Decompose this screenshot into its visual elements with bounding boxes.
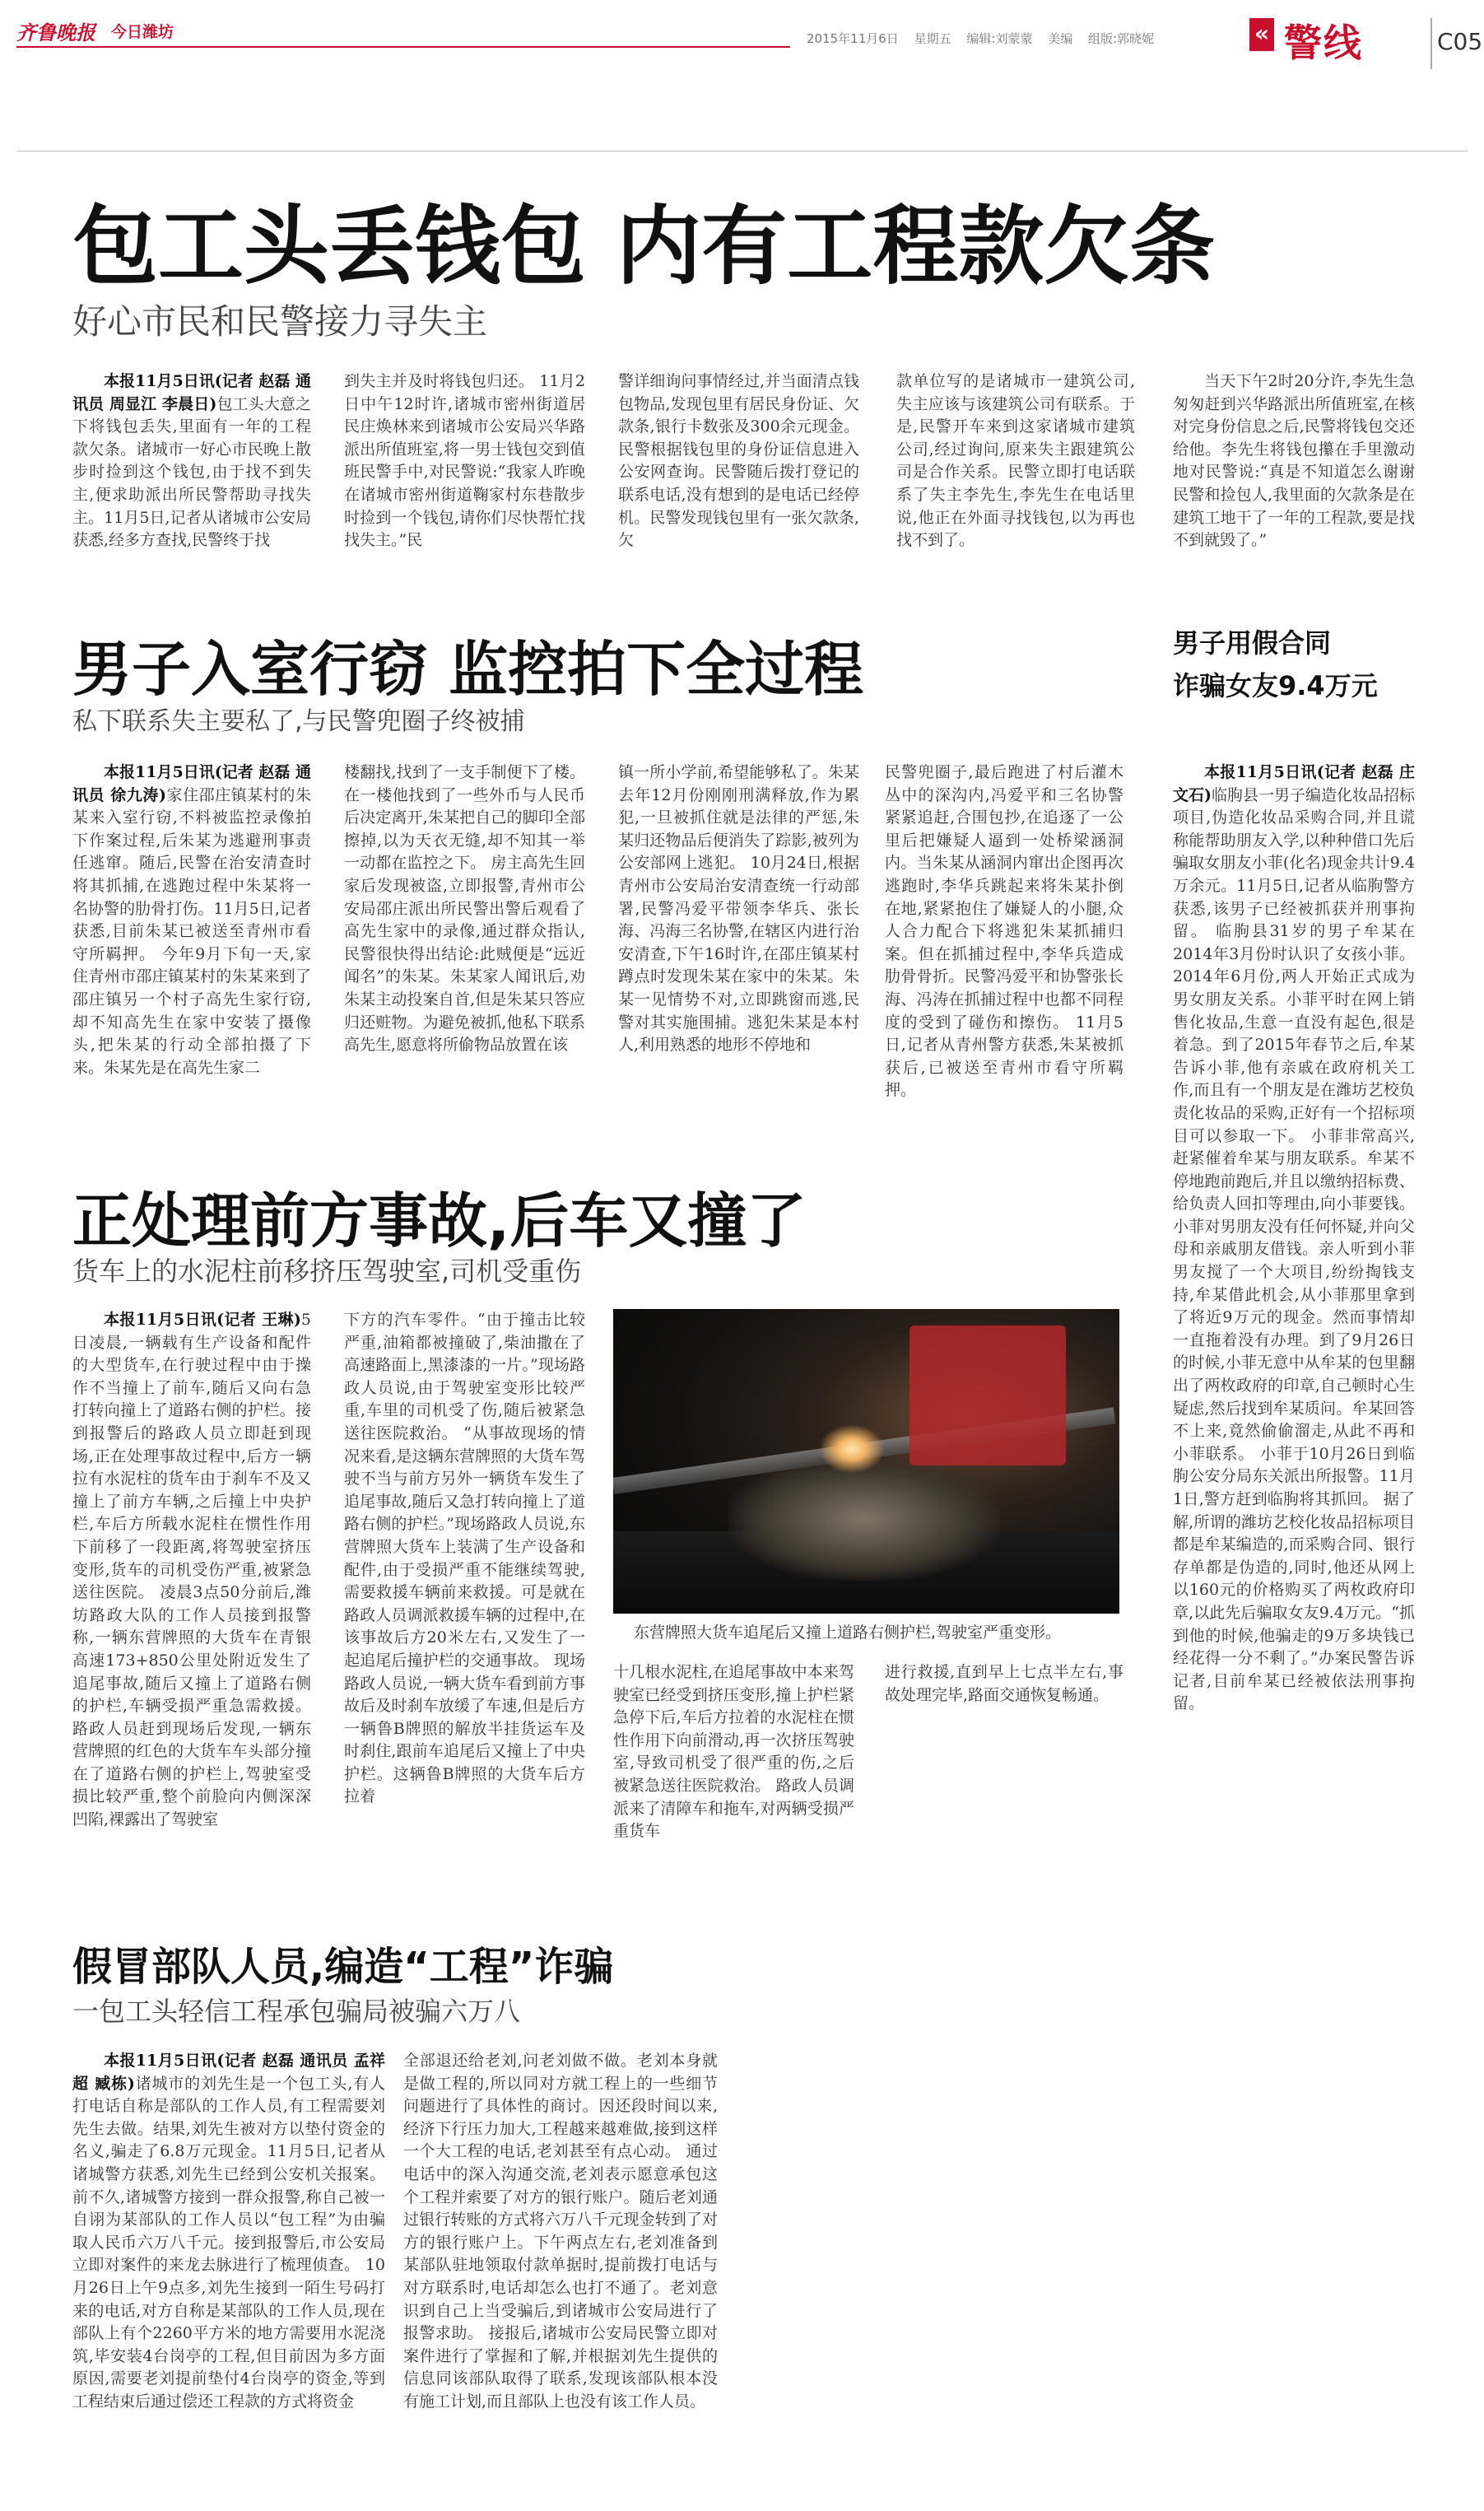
chevron-left-icon: « (1249, 18, 1274, 51)
article1-text-4: 款单位写的是诸城市一建筑公司,失主应该与该建筑公司有联系。于是,民警开车来到这家诸城市建筑公司,经过询问,原来失主跟建筑公司是合作关系。民警立即打电话联系了失主李先生,李先生在电话里说,他正在外面寻找钱包,以为再也找不到了。 (896, 372, 1135, 550)
section-label: 今日潍坊 (111, 23, 174, 41)
article4-headline: 假冒部队人员,编造“工程”诈骗 (72, 1944, 614, 1990)
issue-date: 2015年11月6日 (807, 31, 899, 46)
article2-column-3 (618, 762, 859, 1132)
issue-weekday: 星期五 (914, 31, 951, 46)
article3-lead: 本报11月5日讯(记者 王琳) (104, 1311, 301, 1329)
article4-subheadline: 一包工头轻信工程承包骗局被骗六万八 (72, 1996, 521, 2027)
article3-column-1 (72, 1309, 311, 1943)
article2-column-1 (72, 762, 311, 1132)
photo-debris (728, 1457, 1000, 1581)
article3-column-2 (344, 1309, 585, 1943)
article2-text-1: 家住邵庄镇某村的朱某来入室行窃,不料被监控录像拍下作案过程,后朱某为逃避刑事责任逃窜。随后,民警在治安清查时将其抓捕,在逃跑过程中朱某将一名协警的肋骨打伤。11月5日,记者获悉,目前朱某已被送至青州市看守所羁押。 今年9月下旬一天,家住青州市邵庄镇某村的朱某来到了邵庄镇另一个村子高先生家行窃,却不知高先生在家中安装了摄像头,把朱某的行动全部拍摄了下来。朱某先是在高先生家二 (72, 785, 311, 1077)
page-number: C05 (1437, 28, 1483, 55)
article4-column-1 (72, 2050, 385, 2486)
article1-text-1: 包工头大意之下将钱包丢失,里面有一年的工程款欠条。诸城市一好心市民晚上散步时捡到这个钱包,由于找不到失主,便求助派出所民警帮助寻找失主。11月5日,记者从诸城市公安局获悉,经多方查找,民警终于找 (72, 394, 311, 550)
article1-column-3 (618, 370, 859, 572)
article1-column-2 (344, 370, 585, 572)
article3-column-4 (885, 1661, 1123, 1760)
article2-text-3: 镇一所小学前,希望能够私了。朱某去年12月份刚刚刑满释放,作为累犯,一旦被抓住就是法律的严惩,朱某归还物品后便消失了踪影,被列为公安部网上逃犯。 10月24日,根据青州市公安局治安清查统一行动部署,民警冯爱平带领李华兵、张长海、冯海三名协警,在辖区内进行治安清查,下午16时许,在邵庄镇某村蹲点时发现朱某在家中的朱某。朱某一见情势不对,立即跳窗而逃,民警对其实施围捕。逃犯朱某是本村人,利用熟悉的地形不停地和 (618, 763, 859, 1055)
proofreader-credit: 组版:郭晓妮 (1088, 31, 1155, 46)
designer-credit: 美编 (1048, 31, 1073, 46)
article1-text-3: 警详细询问事情经过,并当面清点钱包物品,发现包里有居民身份证、欠款条,银行卡数张及300余元现金。 民警根据钱包里的身份证信息进入公安网查询。民警随后拨打登记的联系电话,没有想到的是电话已经停机。民警发现钱包里有一张欠款条,欠 (618, 372, 859, 550)
article2-headline: 男子入室行窃 监控拍下全过程 (72, 635, 864, 704)
sidebar-column (1173, 762, 1415, 2359)
header-meta (807, 30, 1165, 47)
article2-lead: 本报11月5日讯(记者 赵磊 通讯员 徐九涛) (72, 763, 311, 804)
header-divider (1431, 18, 1432, 69)
accident-photo (613, 1309, 1119, 1614)
article3-headline: 正处理前方事故,后车又撞了 (72, 1186, 807, 1256)
article2-subheadline: 私下联系失主要私了,与民警兜圈子终被捕 (72, 707, 525, 736)
sidebar-lead: 本报11月5日讯(记者 赵磊 庄文石) (1173, 763, 1415, 804)
article4-text-2: 全部退还给老刘,问老刘做不做。老刘本身就是做工程的,所以同对方就工程上的一些细节问题进行了具体性的商讨。因还段时间以来,经济下行压力加大,工程越来越难做,接到这样一个大工程的电话,老刘甚至有点心动。 通过电话中的深入沟通交流,老刘表示愿意承包这个工程并索要了对方的银行账户。随后老刘通过银行转账的方式将六万八千元现金转到了对方的银行账户上。下午两点左右,老刘准备到某部队驻地领取付款单据时,提前拨打电话与对方联系时,电话却怎么也打不通了。老刘意识到自己上当受骗后,到诸城市公安局进行了报警求助。 接报后,诸城市公安局民警立即对案件进行了掌握和了解,并根据刘先生提供的信息同该部队取得了联系,发现该部队根本没有施工计划,而且部队上也没有该工作人员。 (403, 2052, 718, 2411)
article2-text-2: 楼翻找,找到了一支手制便下了楼。在一楼他找到了一些外币与人民币后决定离开,朱某把自己的脚印全部擦掉,以为天衣无缝,却不知其一举一动都在监控之下。 房主高先生回家后发现被盗,立即报警,青州市公安局邵庄派出所民警出警后观看了高先生家中的录像,通过群众指认,民警很快得出结论:此贼便是“远近闻名”的朱某。朱某家人闻讯后,劝朱某主动投案自首,但是朱某只答应归还赃物。为避免被抓,他私下联系高先生,愿意将所偷物品放置在该 (344, 763, 585, 1055)
article1-column-4 (896, 370, 1135, 572)
article3-subheadline: 货车上的水泥柱前移挤压驾驶室,司机受重伤 (72, 1256, 582, 1287)
photo-truck-cab (909, 1325, 1066, 1465)
photo-headlight (819, 1424, 885, 1474)
sidebar-headline-line1: 男子用假合同 (1173, 627, 1332, 659)
article1-lead: 本报11月5日讯(记者 赵磊 通讯员 周显江 李晨日) (72, 372, 311, 413)
article4-column-2 (403, 2050, 718, 2486)
article4-text-1: 诸城市的刘先生是一个包工头,有人打电话自称是部队的工作人员,有工程需要刘先生去做。结果,刘先生被对方以垫付资金的名义,骗走了6.8万元现金。11月5日,记者从诸城警方获悉,刘先生已经到公安机关报案。 前不久,诸城警方接到一群众报警,称自己被一自诩为某部队的工作人员以“包工程”为由骗取人民币六万八千元。接到报警后,市公安局立即对案件的来龙去脉进行了梳理侦查。 10月26日上午9点多,刘先生接到一陌生号码打来的电话,对方自称是某部队的工作人员,现在部队上有个2260平方米的地方需要用水泥浇筑,毕安装4台岗亭的工程,但目前因为多方面原因,需要老刘提前垫付4台岗亭的资金,等到工程结束后通过偿还工程款的方式将资金 (72, 2074, 385, 2411)
article1-text-2: 到失主并及时将钱包归还。 11月2日中午12时许,诸城市密州街道居民庄焕林来到诸城市公安局兴华路派出所值班室,将一男士钱包交到值班民警手中,对民警说:“我家人昨晚在诸城市密州街道鞠家村东巷散步时捡到一个钱包,请你们尽快帮忙找找失主。”民 (344, 372, 585, 550)
article1-headline: 包工头丢钱包 内有工程款欠条 (72, 196, 1216, 296)
header-rule (16, 46, 790, 48)
article1-column-1 (72, 370, 311, 572)
article2-column-2 (344, 762, 585, 1132)
article2-column-4 (885, 762, 1123, 1132)
editor-credit: 编辑:刘蒙蒙 (966, 31, 1033, 46)
article1-subheadline: 好心市民和民警接力寻失主 (72, 301, 488, 342)
article3-column-3 (613, 1661, 854, 1908)
article1-column-5 (1173, 370, 1415, 572)
sidebar-text: 临朐县一男子编造化妆品招标项目,伪造化妆品采购合同,并且谎称能帮助朋友入学,以种种借口先后骗取女朋友小菲(化名)现金共计9.4万余元。11月5日,记者从临朐警方获悉,该男子已经被抓获并刑事拘留。 临朐县31岁的男子牟某在2014年3月份时认识了女孩小菲。2014年6月份,两人开始正式成为男女朋友关系。小菲平时在网上销售化妆品,生意一直没有起色,很是着急。到了2015年春节之后,牟某告诉小菲,他有亲戚在政府机关工作,而且有一个朋友是在潍坊艺校负责化妆品的采购,正好有一个招标项目可以参取一下。 小菲非常高兴,赶紧催着牟某与朋友联系。牟某不停地跑前跑后,并且以缴纳招标费、给负责人回扣等理由,向小菲要钱。小菲对男朋友没有任何怀疑,并向父母和亲戚朋友借钱。亲人听到小菲男友搅了一个大项目,纷纷掏钱支持,牟某借此机会,从小菲那里拿到了将近9万元的现金。然而事情却一直拖着没有办理。到了9月26日的时候,小菲无意中从牟某的包里翻出了两枚政府的印章,自己顿时心生疑虑,然后找到牟某质问。牟某回答不上来,竟然偷偷溜走,从此不再和小菲联系。 小菲于10月26日到临朐公安分局东关派出所报警。11月1日,警方赶到临朐将其抓回。 据了解,所谓的潍坊艺校化妆品招标项目都是牟某编造的,而采购合同、银行存单都是伪造的,同时,他还从网上以160元的价格购买了两枚政府印章,以此先后骗取女友9.4万元。“抓到他的时候,他骗走的9万多块钱已经花得一分不剩了。”办案民警告诉记者,目前牟某已经被依法刑事拘留。 (1173, 785, 1415, 1713)
masthead-logo: 齐鲁晚报 (16, 21, 95, 44)
article3-text-3: 十几根水泥柱,在追尾事故中本来驾驶室已经受到挤压变形,撞上护栏紧急停下后,车后方拉着的水泥柱在惯性作用下向前滑动,再一次挤压驾驶室,导致司机受了很严重的伤,之后被紧急送往医院救治。 路政人员调派来了清障车和拖车,对两辆受损严重货车 (613, 1663, 854, 1841)
article3-text-1: 5日凌晨,一辆载有生产设备和配件的大型货车,在行驶过程中由于操作不当撞上了前车,随后又向右急打转向撞上了道路右侧的护栏。接到报警后的路政人员立即赶到现场,正在处理事故过程中,后方一辆拉有水泥柱的货车由于刹车不及又撞上了前方车辆,之后撞上中央护栏,车后方所载水泥柱在惯性作用下前移了一段距离,将驾驶室挤压变形,货车的司机受伤严重,被紧急送往医院。 凌晨3点50分前后,潍坊路政大队的工作人员接到报警称,一辆东营牌照的大货车在青银高速173+850公里处附近发生了追尾事故,随后又撞上了道路右侧的护栏,车辆受损严重急需救援。路政人员赶到现场后发现,一辆东营牌照的红色的大货车车头部分撞在了道路右侧的护栏上,驾驶室受损比较严重,整个前脸向内侧深深凹陷,裸露出了驾驶室 (72, 1311, 311, 1829)
sidebar-headline (1173, 622, 1420, 707)
photo-caption: 东营牌照大货车追尾后又撞上道路右侧护栏,驾驶室严重变形。 (634, 1624, 1062, 1642)
article1-text-5: 当天下午2时20分许,李先生急匆匆赶到兴华路派出所值班室,在核对完身份信息之后,民警将钱包交还给他。李先生将钱包攥在手里激动地对民警说:“真是不知道怎么谢谢民警和捡包人,我里面的欠款条是在建筑工地干了一年的工程款,要是找不到就毁了。” (1173, 372, 1415, 550)
article4-lead: 本报11月5日讯(记者 赵磊 通讯员 孟祥超 臧栋) (72, 2052, 385, 2093)
page-header (16, 7, 1483, 79)
section-title: 警线 (1284, 21, 1363, 65)
article3-text-2: 下方的汽车零件。“由于撞击比较严重,油箱都被撞破了,柴油撒在了高速路面上,黑漆漆的一片。”现场路政人员说,由于驾驶室变形比较严重,车里的司机受了伤,随后被紧急送往医院救治。 “从事故现场的情况来看,是这辆东营牌照的大货车驾驶不当与前方另外一辆货车发生了追尾事故,随后又急打转向撞上了道路右侧的护栏。”现场路政人员说,东营牌照大货车上装满了生产设备和配件,由于受损严重不能继续驾驶,需要救援车辆前来救援。可是就在路政人员调派救援车辆的过程中,在该事故后方20米左右,又发生了一起追尾后撞护栏的交通事故。 现场路政人员说,一辆大货车看到前方事故后及时刹车放缓了车速,但是后方一辆鲁B牌照的解放半挂货运车及时刹住,跟前车追尾后又撞上了中央护栏。这辆鲁B牌照的大货车后方拉着 (344, 1311, 585, 1806)
article3-text-4: 进行救援,直到早上七点半左右,事故处理完毕,路面交通恢复畅通。 (885, 1663, 1123, 1704)
sidebar-headline-line2: 诈骗女友9.4万元 (1173, 670, 1378, 701)
article2-text-4: 民警兜圈子,最后跑进了村后灌木丛中的深沟内,冯爱平和三名协警紧紧追赶,合围包抄,在追逐了一公里后把嫌疑人逼到一处桥梁涵洞内。当朱某从涵洞内窜出企图再次逃跑时,李华兵跳起来将朱某扑倒在地,紧紧抱住了嫌疑人的小腿,众人合力配合下将逃犯朱某抓捕归案。但在抓捕过程中,李华兵造成肋骨骨折。民警冯爱平和协警张长海、冯涛在抓捕过程中也都不同程度的受到了碰伤和擦伤。 11月5日,记者从青州警方获悉,朱某被抓获后,已被送至青州市看守所羁押。 (885, 763, 1123, 1100)
